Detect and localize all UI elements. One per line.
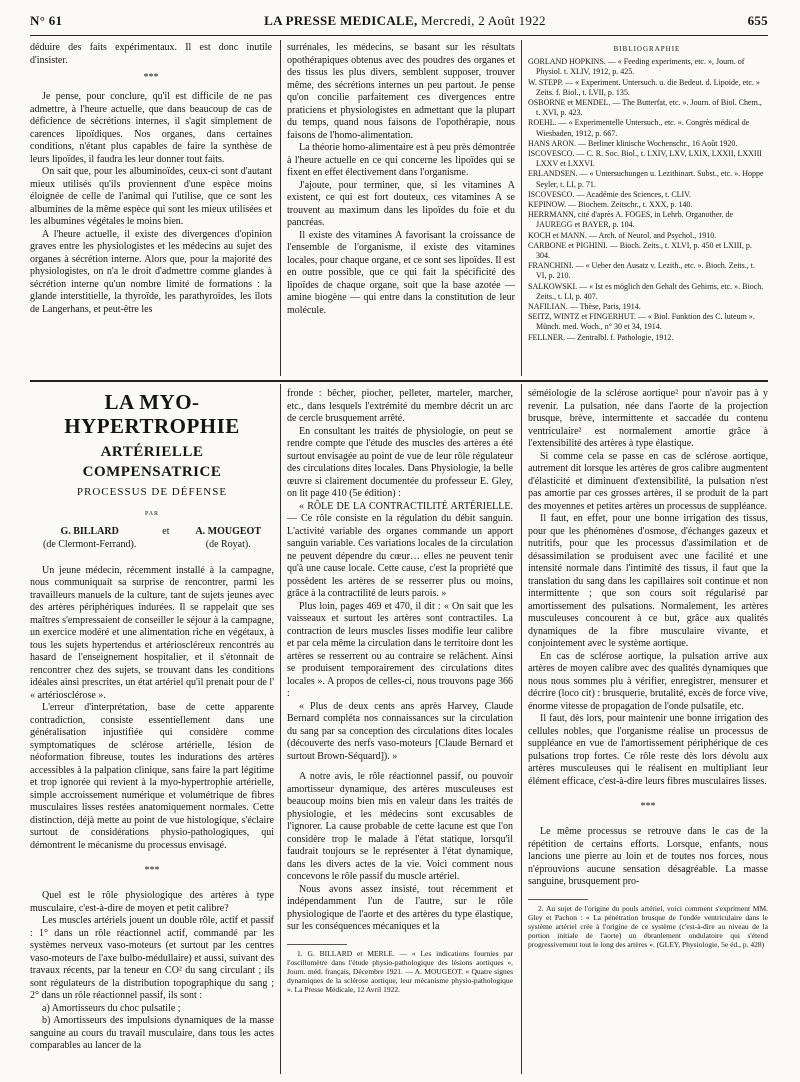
paragraph: fronde : bêcher, piocher, pelleter, marteler, marcher, etc., dans lesquels l'extrémité du membre décrit un arc de cercle brusquement arrêté. bbox=[287, 388, 513, 424]
article-title: LA MYO-HYPERTROPHIE bbox=[64, 390, 240, 438]
paragraph: Il existe des vitamines A favorisant la croissance de l'ensemble de l'organisme, il existe des vitamines locales, pour chaque organe, et ce sont ses lipoïdes. Il est en outre possible, que ce qui fait la spécificité des lipoïdes de chaque organe, soit que la base azotée — amine biogène — qui entre dans la constitution de leur molécule. bbox=[287, 229, 515, 316]
paragraph: En consultant les traités de physiologie, on peut se rendre compte que l'étude des muscles des artères a été surtout envisagée au point de vue de leur rôle régulateur des circulations dites locales. Dans Physiologie, la belle œuvre si clairement documentée du professeur E. Gley, on lit page 410 (5e édition) : bbox=[287, 425, 513, 499]
paragraph: A notre avis, le rôle réactionnel passif, ou pouvoir amortisseur dynamique, des artères musculeuses est beaucoup moins bien mis en valeur dans les traités de physiologie, et les médecins sont excusables de l'ignorer. La cause probable de cette lacune est que l'on considère trop le malade à l'état statique, lorsqu'il faudrait toujours se le représenter à l'état dynamique, dans les divers actes de la vie. Voici comment nous concevons le rôle passif du muscle artériel. bbox=[287, 771, 513, 882]
journal-name: LA PRESSE MEDICALE, bbox=[264, 13, 418, 28]
bibliography-entry: SEITZ, WINTZ et FINGERHUT. — « Biol. Funktion des C. luteum ». Münch. med. Woch., n° 30 et 34, 1914. bbox=[528, 312, 755, 332]
bibliography-entry: KOCH et MANN. — Arch. of Neurol. and Psychol., 1910. bbox=[528, 230, 717, 240]
paragraph: Les muscles artériels jouent un double rôle, actif et passif : 1° dans un rôle réactionnel actif, commandé par les systèmes nerveux vaso-moteurs (et surtout par les centres vaso-moteurs de l'axe bulbo-médullaire) et aussi, suivant des travaux récents, par la teneur en CO² du sang circulant ; ils sont régulateurs de la distribution topographique du sang ; 2° dans un rôle réactionnel passif, ils sont : bbox=[30, 915, 274, 1001]
author-location: (de Clermont-Ferrand). bbox=[42, 538, 137, 550]
paragraph: On sait que, pour les albuminoïdes, ceux-ci sont d'autant mieux utilisés qu'ils proviennent d'une espèce moins éloignée de celle de l'animal qui l'utilise, que ce sont les albumines de la même espèce qui sont les mieux utilisées et les albumines végétales le moins bien. bbox=[30, 166, 272, 227]
footnote bbox=[287, 949, 513, 995]
quotation: « RÔLE DE LA CONTRACTILITÉ ARTÉRIELLE. — Ce rôle consiste en la régulation du débit sanguin. L'activité variable des organes commande un apport sanguin variable. Ces variations locales de la circulation ne peuvent dépendre du cœur… elles ne peuvent tenir qu'à une cause locale. Cette cause, c'est la propriété que possèdent les artères de se resserrer plus ou moins, grâce à la contractilité de leurs parois. » bbox=[287, 500, 513, 599]
paragraph: Si comme cela se passe en cas de sclérose aortique, autrement dit lorsque les artères de gros calibre augmentent d'élasticité et diminuent d'extensibilité, la pulsation n'est pas amortie par ces grosses artères, il se produit de la part des moyennes et petites artères un processus de suppléance. bbox=[528, 450, 768, 512]
bibliography-entry: NAFILIAN. — Thèse, Paris, 1914. bbox=[528, 302, 641, 312]
paragraph: A l'heure actuelle, il existe des divergences d'opinion graves entre les physiologistes et les médecins au sujet des organes à sécrétion interne. Alors que, pour la majorité des physiologistes, on n'a le droit d'admettre comme glandes à sécrétion interne qu'un nombre limité de formations : la glande interstitielle, la thyroïde, les parathyroïdes, les îlots de Langerhans, et peut-être les bbox=[30, 228, 272, 315]
footnote-text: 2. Au sujet de l'origine du pouls artériel, voici comment s'expriment MM. Gley et Pachon : « La pénétration brusque de l'ondée ventriculaire dans le système artériel crée à l'origine de ce système (c'est-à-dire au niveau de la portion initiale de l'aorte) un ébranlement ondulatoire qui s'étend progressivement tout le long des artères ». (GLEY, Physiologie, 5e éd., p. 428) bbox=[528, 903, 768, 950]
bibliography-entry: ISCOVESCO. — C. R. Soc. Biol., t. LXIV, LXV, LXIX, LXXII, LXXIII LXXV et LXXVI. bbox=[528, 149, 762, 169]
paragraph: Je pense, pour conclure, qu'il est difficile de ne pas admettre, à l'heure actuelle, que dans beaucoup de cas de déficience de sécrétions internes, il s'agit simplement de carences lipoïdiques. Nos organes, dans certaines conditions, n'étant plus capables de faire la synthèse de leurs lipoïdes, il faudra les leur donner tout faits. bbox=[30, 91, 272, 165]
bibliography-entry: W. STEPP. — « Experiment. Untersuch. u. die Bedeut. d. Lipoide, etc. » Zeits. f. Biol., t. LVII, p. 135. bbox=[528, 77, 760, 97]
paragraph: Quel est le rôle physiologique des artères à type musculaire, c'est-à-dire de moyen et petit calibre? bbox=[30, 890, 274, 914]
footnote bbox=[528, 904, 768, 950]
section-separator: *** bbox=[143, 72, 159, 83]
masthead bbox=[264, 13, 546, 29]
article-column-2 bbox=[287, 388, 513, 1072]
page-number: 655 bbox=[747, 13, 768, 28]
bibliography-entry: OSBORNE et MENDEL. — The Butterfat, etc. ». Journ. of Biol. Chem., t. XVI, p. 423. bbox=[528, 98, 762, 118]
author-location: (de Royat). bbox=[205, 538, 251, 550]
list-item: a) Amortisseurs du choc pulsatile ; bbox=[42, 1002, 181, 1014]
by-line-label: PAR bbox=[144, 511, 160, 517]
paragraph: Il faut, en effet, pour une bonne irrigation des tissus, pour que les phénomènes d'osmose, d'échanges gazeux et nutritifs, pour que les processus d'assimilation et de désassimilation se produisent avec une facilité et une intensité normale dans l'intimité des tissus, il faut que la translation du sang dans les capillaires soit continue et non intermittente ; que son cours soit régularisé par amortissement des pulsations. Normalement, les artères musculeuses concourent à ce but, grâce aux qualités dynamiques de la fibre musculaire vivante, et conjointement avec le système aortique. bbox=[528, 513, 768, 649]
paragraph: En cas de sclérose aortique, la pulsation arrive aux artères de moyen calibre avec des qualités dynamiques que nous nous sommes plu à vérifier, enregistrer, mensurer et décrire (loco cit) : brusquerie, brutalité, excès de force vive, énorme vitesse de propagation de l'onde pulsatile, etc. bbox=[528, 650, 768, 712]
article-heading bbox=[30, 390, 274, 551]
column-rule bbox=[521, 40, 522, 376]
bibliography-entry: FELLNER. — Zentralbl. f. Pathologie, 1912. bbox=[528, 332, 674, 342]
header-rule bbox=[30, 35, 768, 36]
paragraph: Plus loin, pages 469 et 470, il dit : « On sait que les vaisseaux et surtout les artères sont contractiles. La contraction de leurs muscles lisses modifie leur calibre et par cela même la circulation dans le territoire dont les artères se resserrent ou au contraire se relâchent. Ainsi se produisent temporairement des circulations dites locales ». A propos de celles-ci, nous trouvons page 366 : bbox=[287, 600, 513, 699]
bibliography-entry: CARBONE et PIGHINI. — Bioch. Zeits., t. XLVI, p. 450 et LXIII, p. 304. bbox=[528, 240, 752, 261]
bibliography-entry: GORLAND HOPKINS. — « Feeding experiments, etc. », Journ. of Physiol. t. XLIV, 1912, p. 425. bbox=[528, 57, 745, 77]
column-rule bbox=[280, 384, 281, 1074]
author-conjunction: et bbox=[162, 525, 170, 537]
paragraph: déduire des faits expérimentaux. Il est donc inutile d'insister. bbox=[30, 42, 272, 66]
bibliography-entry: ROEHL. — « Experimentelle Untersuch., etc. ». Congrès médical de Wiesbaden, 1912, p. 667. bbox=[528, 118, 750, 138]
column-rule bbox=[521, 384, 522, 1074]
bibliography-entry: HERRMANN, cité d'après A. FOGES, in Lehrb. Organother. de JAUREGG et BAYER, p. 104. bbox=[528, 210, 734, 230]
section-rule bbox=[30, 380, 768, 382]
bibliography-entry: HANS ARON. — Berliner klinische Wochenschr., 16 Août 1920. bbox=[528, 138, 738, 148]
quotation: « Plus de deux cents ans après Harvey, Claude Bernard compléta nos connaissances sur la circulation du sang par sa conception des circulations dites locales (découverte des nerfs vaso-moteurs [Claude Bernard et surtout Brown-Séquard]). » bbox=[287, 700, 513, 762]
article-column-1 bbox=[30, 388, 274, 1072]
paragraph: L'erreur d'interprétation, base de cette apparente contradiction, consiste essentiellement dans une généralisation injustifiée qui considère comme symptomatiques de sclérose artérielle, lésion de néoformation fibreuse, toutes les indurations des artères accessibles à la palpation clinique, sans faire la part légitime et trop ignorée qui revient à la myo-hypertrophie artérielle, simple accroissement numérique et volumétrique de fibres musculaires lisses restées anatomiquement normales. Cette distinction, déjà mette au point de vue histologique, s'éclaire surtout de considérations physio-pathologiques, qui démontrent le mécanisme du processus envisagé. bbox=[30, 702, 274, 851]
bibliography bbox=[528, 44, 766, 374]
paragraph: J'ajoute, pour terminer, que, si les vitamines A existent, ce qui est fort douteux, ces vitamines A se trouvent au maximum dans les lipoïdes du foie et du pancréas. bbox=[287, 179, 515, 228]
issue-number: N° 61 bbox=[30, 13, 63, 28]
paragraph: Il faut, dès lors, pour maintenir une bonne irrigation des cellules nobles, que l'organisme réalise un processus de suppléance en vue de l'amortissement périphérique de ces pulsations trop fortes. Ce rôle reste dès lors dévolu aux artères musculeuses qui le réalisent en multipliant leur élément efficace, c'est-à-dire leurs fibres musculaires lisses. bbox=[528, 713, 768, 787]
paragraph: La théorie homo-alimentaire est à peu près démontrée à l'heure actuelle en ce qui concerne les lipoïdes qui se fixent en effet électivement dans l'organisme. bbox=[287, 142, 515, 178]
article-subtitle: ARTÉRIELLE COMPENSATRICE bbox=[82, 444, 222, 480]
page-header bbox=[30, 10, 768, 32]
author-name: G. BILLARD bbox=[60, 525, 119, 537]
author-2 bbox=[195, 525, 261, 551]
paragraph: Nous avons assez insisté, tout récemment et indépendamment l'un de l'autre, sur le rôle physiologique de l'aorte et des artères du type élastique, sur les conséquences mécaniques et la bbox=[287, 883, 513, 932]
bibliography-title: BIBLIOGRAPHIE bbox=[613, 45, 681, 53]
paragraph: Un jeune médecin, récemment installé à la campagne, nous communiquait sa surprise de rencontrer, parmi les travailleurs manuels de la culture, tant de sujets jeunes avec des artères périphériques indurées. Il se rappelait que ses maîtres s'empressaient de conseiller le séjour à la campagne, un exercice modéré et une alimentation riche en végétaux, à tous les sujets hypertendus et artérioscléreux rencontrés au hasard de l'enseignement hospitalier, et il s'étonnait de rencontrer chez des sujets, se trouvant dans les conditions idéales ainsi prescrites, un état artériel qu'il prenait pour de l' « artériosclérose ». bbox=[30, 564, 274, 701]
top-column-2 bbox=[287, 42, 515, 372]
article-kicker: PROCESSUS DE DÉFENSE bbox=[76, 486, 228, 498]
author-name: A. MOUGEOT bbox=[195, 525, 262, 537]
top-column-1 bbox=[30, 42, 272, 372]
list-item: b) Amortisseurs des impulsions dynamiques de la masse sanguine au cours du travail musculaire, dans tous les actes comparables au lancer de la bbox=[30, 1015, 274, 1051]
section-separator: *** bbox=[144, 865, 160, 876]
column-rule bbox=[280, 40, 281, 376]
footnote-rule bbox=[287, 944, 347, 945]
bibliography-entry: SALKOWSKI. — « Ist es möglich den Gehalt des Gehirns, etc. ». Bioch. Zeits., t. LI, p. 407. bbox=[528, 281, 764, 301]
paragraph: surrénales, les médecins, se basant sur les résultats opothérapiques obtenus avec des poudres des organes et des tissus les plus divers, semblent supposer, trouver même, des sécrétions internes un peu partout. Je pense qu'on concilie parfaitement ces divergences entre praticiens et physiologistes en admettant que la plupart du temps, quand nous faisons de l'opothérapie, nous faisons de l'homo-alimentation. bbox=[287, 42, 515, 141]
paragraph: séméiologie de la sclérose aortique² pour n'avoir pas à y revenir. La pulsation, née dans l'aorte de la projection brusque, brève, intermittente et saccadée du contenu ventriculaire² est normalement amortie grâce à l'extensibilité des artères à type élastique. bbox=[528, 388, 768, 449]
bibliography-entry: ISCOVESCO. — Académie des Sciences, t. CLIV. bbox=[528, 189, 691, 199]
section-separator: *** bbox=[640, 801, 656, 812]
author-1 bbox=[43, 525, 136, 551]
article-column-3 bbox=[528, 388, 768, 1072]
issue-date: Mercredi, 2 Août 1922 bbox=[421, 13, 546, 28]
authors bbox=[30, 525, 274, 551]
paragraph: Le même processus se retrouve dans le cas de la répétition de certains efforts. Lorsque, enfants, nous lancions une pierre au loin et de toutes nos forces, nous n'éprouvions aucune sensation désagréable. La masse sanguine, brusquement pro- bbox=[528, 826, 768, 887]
bibliography-entry: KEPINOW. — Biochem. Zeitschr., t. XXX, p. 140. bbox=[528, 200, 693, 210]
bibliography-entry: ERLANDSEN. — « Untersuchungen u. Lezithinart. Subst., etc. ». Hoppe Seyler, t. LI, p. 71. bbox=[528, 169, 764, 189]
footnote-rule bbox=[528, 899, 588, 900]
bibliography-entry: FRANCHINI. — « Ueber den Ausatz v. Lezith., etc. ». Bioch. Zeits., t. VI, p. 210. bbox=[528, 261, 755, 281]
footnote-text: 1. G. BILLARD et MERLE. — « Les indications fournies par l'oscillomètre dans l'étude physio-pathologique des lésions aortiques ». Journ. méd. français, Décembre 1921. — A. MOUGEOT. « Quatre signes dynamiques de la sclérose aortique, leur mécanisme physio-pathologique ». La Presse Médicale, 12 Avril 1922. bbox=[287, 948, 513, 995]
